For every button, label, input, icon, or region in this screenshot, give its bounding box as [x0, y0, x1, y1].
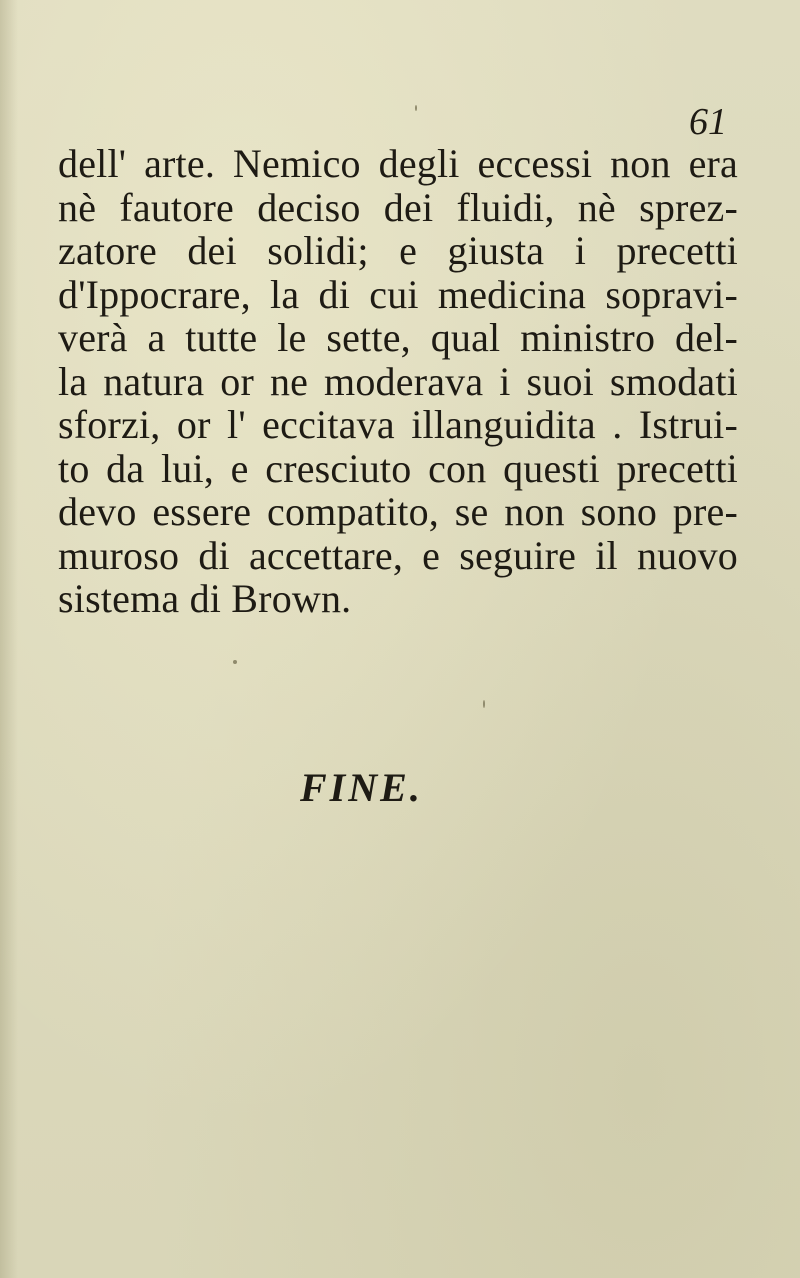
page-gutter-shadow	[0, 0, 18, 1278]
text-line: muroso di accettare, e seguire il nuovo	[58, 532, 738, 578]
paper-speck	[233, 660, 237, 664]
text-line: nè fautore deciso dei fluidi, nè sprez-	[58, 184, 738, 230]
text-line: verà a tutte le sette, qual ministro del-	[58, 315, 738, 360]
text-line: zatore dei solidi; e giusta i precetti	[58, 228, 738, 273]
text-line: to da lui, e cresciuto con questi precetti	[58, 445, 738, 491]
text-line: d'Ippocrare, la di cui medicina sopravi-	[58, 271, 738, 317]
paper-speck	[415, 105, 417, 111]
body-text	[58, 142, 738, 621]
end-marker: FINE.	[300, 765, 423, 810]
text-line: sforzi, or l' eccitava illanguidita . Istrui-	[58, 402, 738, 447]
text-line: la natura or ne moderava i suoi smodati	[58, 358, 738, 404]
text-line: devo essere compatito, se non sono pre-	[58, 489, 738, 534]
page-number: 61	[689, 101, 727, 143]
paper-speck	[483, 700, 485, 708]
text-line-last: sistema di Brown.	[58, 576, 352, 621]
text-line: dell' arte. Nemico degli eccessi non era	[58, 141, 738, 186]
